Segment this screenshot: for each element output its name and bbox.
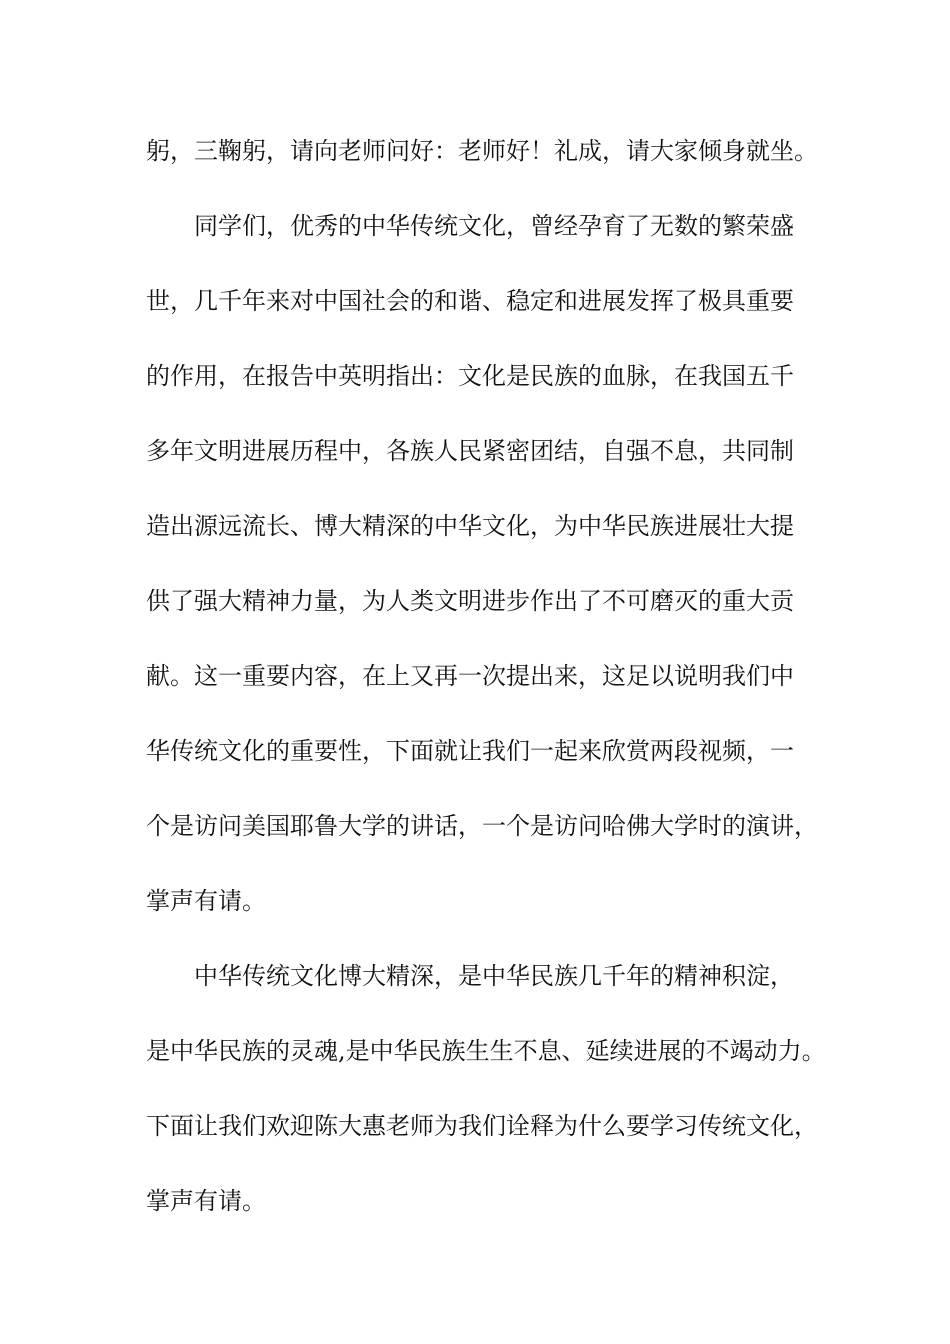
text-line-13: 是中华民族的灵魂,是中华民族生生不息、延续进展的不竭动力。	[146, 1037, 826, 1065]
text-line-11: 掌声有请。	[146, 887, 266, 915]
text-line-2: 同学们，优秀的中华传统文化，曾经孕育了无数的繁荣盛	[194, 212, 794, 240]
text-line-10: 个是访问美国耶鲁大学的讲话，一个是访问哈佛大学时的演讲，	[146, 812, 818, 840]
text-line-12: 中华传统文化博大精深，是中华民族几千年的精神积淀，	[194, 962, 794, 990]
text-line-3: 世，几千年来对中国社会的和谐、稳定和进展发挥了极具重要	[146, 287, 794, 315]
text-line-7: 供了强大精神力量，为人类文明进步作出了不可磨灭的重大贡	[146, 587, 794, 615]
text-line-1: 躬，三鞠躬，请向老师问好：老师好！礼成，请大家倾身就坐。	[146, 137, 818, 165]
text-line-9: 华传统文化的重要性，下面就让我们一起来欣赏两段视频，一	[146, 737, 794, 765]
text-line-5: 多年文明进展历程中，各族人民紧密团结，自强不息，共同制	[146, 437, 794, 465]
text-line-15: 掌声有请。	[146, 1187, 266, 1215]
text-line-4: 的作用，在报告中英明指出：文化是民族的血脉，在我国五千	[146, 362, 794, 390]
text-line-14: 下面让我们欢迎陈大惠老师为我们诠释为什么要学习传统文化，	[146, 1112, 818, 1140]
text-line-8: 献。这一重要内容，在上又再一次提出来，这足以说明我们中	[146, 662, 794, 690]
text-line-6: 造出源远流长、博大精深的中华文化，为中华民族进展壮大提	[146, 512, 794, 540]
